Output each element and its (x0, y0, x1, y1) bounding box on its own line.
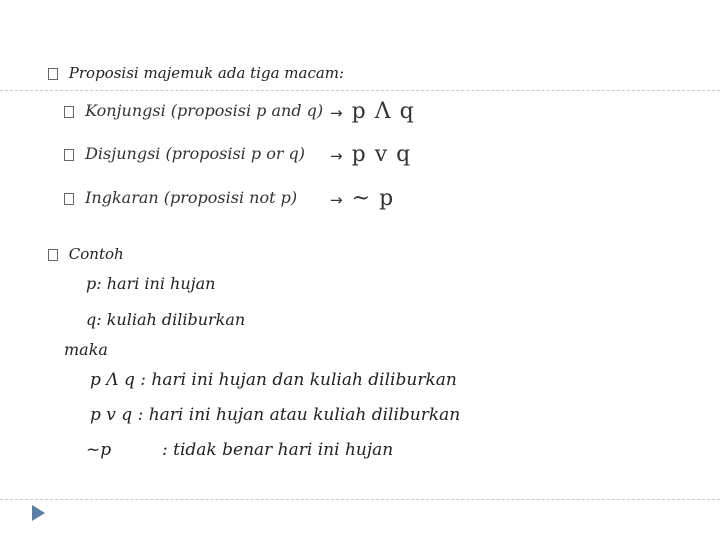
konjungsi-notation (330, 99, 415, 124)
disjungsi-label: Disjungsi (proposisi p or q) (85, 144, 306, 163)
right-arrow-icon: → (330, 147, 343, 165)
bullet-box-icon (64, 106, 74, 118)
disjunction-result: p v q : hari ini hujan atau kuliah diliburkan (90, 405, 461, 425)
bottom-divider (0, 499, 720, 500)
p-definition: p: hari ini hujan (86, 274, 216, 293)
maka-text: maka (64, 340, 108, 359)
top-divider (0, 90, 720, 91)
disjungsi-symbol: p v q (351, 142, 412, 167)
ingkaran-symbol: ~ p (351, 186, 395, 211)
konjungsi-label: Konjungsi (proposisi p and q) (85, 101, 324, 120)
q-definition: q: kuliah diliburkan (86, 310, 246, 329)
ingkaran-item (64, 188, 297, 207)
heading-line (48, 64, 344, 82)
disjungsi-notation (330, 142, 411, 167)
negation-expression: ~p (86, 440, 112, 460)
contoh-heading (48, 245, 124, 263)
conjunction-result: p Λ q : hari ini hujan dan kuliah diliburkan (90, 370, 457, 390)
bullet-box-icon (48, 249, 58, 261)
konjungsi-item (64, 101, 323, 120)
heading-text: Proposisi majemuk ada tiga macam: (68, 64, 345, 82)
negation-result (86, 440, 393, 460)
bullet-box-icon (48, 68, 58, 80)
ingkaran-notation (330, 186, 394, 211)
play-arrow-icon[interactable] (32, 505, 45, 521)
konjungsi-symbol: p Λ q (351, 99, 415, 124)
right-arrow-icon: → (330, 191, 343, 209)
right-arrow-icon: → (330, 104, 343, 122)
contoh-title: Contoh (68, 245, 124, 263)
bullet-box-icon (64, 149, 74, 161)
bullet-box-icon (64, 193, 74, 205)
disjungsi-item (64, 144, 305, 163)
ingkaran-label: Ingkaran (proposisi not p) (85, 188, 298, 207)
negation-text: : tidak benar hari ini hujan (162, 440, 394, 460)
